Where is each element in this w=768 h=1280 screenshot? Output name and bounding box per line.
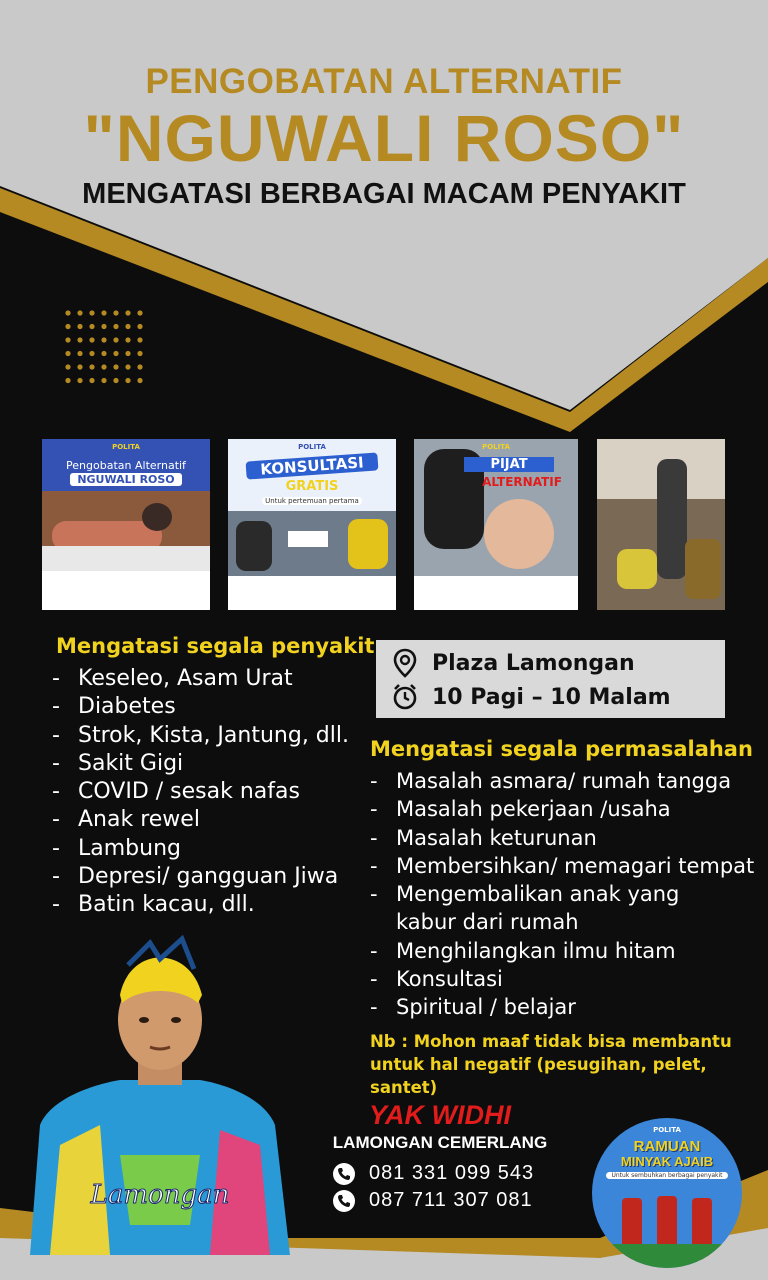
decoration-dot xyxy=(125,364,130,369)
right-section-title: Mengatasi segala permasalahan xyxy=(370,737,753,761)
product-line2: MINYAK AJAIB xyxy=(620,1154,714,1169)
decoration-dot xyxy=(65,337,70,342)
photo-caption: Untuk pertemuan pertama xyxy=(262,497,362,505)
decoration-dot xyxy=(101,310,106,315)
list-item: - Depresi/ gangguan Jiwa xyxy=(52,864,339,890)
decoration-dot xyxy=(101,364,106,369)
decoration-dot xyxy=(89,351,94,356)
phone-number-2[interactable] xyxy=(333,1189,533,1212)
product-line1: RAMUAN xyxy=(633,1138,701,1155)
decoration-dot xyxy=(77,364,82,369)
note-line1: Nb : Mohon maaf tidak bisa membantu xyxy=(370,1032,732,1051)
list-item: - Keseleo, Asam Urat xyxy=(52,666,293,691)
decoration-dot xyxy=(89,324,94,329)
decoration-dot xyxy=(113,351,118,356)
decoration-dot xyxy=(125,351,130,356)
photo-brand: POLITA xyxy=(298,443,326,451)
decoration-dot xyxy=(65,324,70,329)
decoration-dot xyxy=(89,378,94,383)
decoration-dot xyxy=(101,324,106,329)
shirt-text: Lamongan xyxy=(90,1180,230,1210)
list-item: - Masalah pekerjaan /usaha xyxy=(370,797,671,822)
list-item: - Masalah asmara/ rumah tangga xyxy=(370,769,732,793)
photo-subtitle: GRATIS xyxy=(285,479,339,494)
decoration-dot xyxy=(137,324,142,329)
phone-icon xyxy=(333,1190,355,1212)
decoration-dot xyxy=(89,337,94,342)
decoration-dot xyxy=(137,378,142,383)
phone-number-1-text: 081 331 099 543 xyxy=(369,1162,535,1184)
phone-number-1[interactable] xyxy=(333,1162,534,1185)
decoration-dot xyxy=(113,378,118,383)
decoration-dot xyxy=(65,351,70,356)
phone-icon xyxy=(333,1163,355,1185)
location-place: Plaza Lamongan xyxy=(432,650,635,676)
decoration-dot xyxy=(77,378,82,383)
product-brand: POLITA xyxy=(653,1126,681,1134)
decoration-dot xyxy=(65,378,70,383)
decoration-dot xyxy=(77,310,82,315)
photo-brand: POLITA xyxy=(482,443,510,451)
photo-subtitle: ALTERNATIF xyxy=(482,475,562,489)
decoration-dot xyxy=(113,364,118,369)
decoration-dot xyxy=(125,324,130,329)
photo-brand: POLITA xyxy=(112,443,140,451)
decoration-dot xyxy=(101,337,106,342)
decoration-dot xyxy=(137,337,142,342)
list-item: - Strok, Kista, Jantung, dll. xyxy=(52,722,349,748)
decoration-dot xyxy=(113,310,118,315)
location-hours: 10 Pagi – 10 Malam xyxy=(432,684,671,710)
decoration-dot xyxy=(125,337,130,342)
decoration-dot xyxy=(125,310,130,315)
decoration-dot xyxy=(101,378,106,383)
decoration-dot xyxy=(77,337,82,342)
location-pin-icon xyxy=(392,648,418,678)
decoration-dot xyxy=(89,364,94,369)
header-line1: PENGOBATAN ALTERNATIF xyxy=(145,62,623,101)
decoration-dot xyxy=(77,324,82,329)
decoration-dot xyxy=(137,351,142,356)
list-item: kabur dari rumah xyxy=(396,910,579,935)
photo-subtitle: NGUWALI ROSO xyxy=(70,473,182,486)
decoration-dot xyxy=(77,351,82,356)
photo-treatment-session xyxy=(597,439,725,610)
decoration-dot xyxy=(65,310,70,315)
photo-pijat-alternatif xyxy=(414,439,578,610)
list-item: - Lambung xyxy=(52,835,181,861)
decoration-dot xyxy=(65,364,70,369)
contact-name: YAK WIDHI xyxy=(369,1100,511,1130)
person-photo xyxy=(10,925,310,1255)
problems-list xyxy=(370,767,754,1022)
decoration-dot xyxy=(113,324,118,329)
photo-pengobatan-alternatif xyxy=(42,439,210,610)
photo-konsultasi-gratis xyxy=(228,439,396,610)
photo-title: KONSULTASI xyxy=(246,452,379,479)
list-item: - Masalah keturunan xyxy=(370,825,597,850)
location-box xyxy=(376,640,725,718)
decoration-dot xyxy=(101,351,106,356)
list-item: - Batin kacau, dll. xyxy=(52,892,255,918)
photo-title: Pengobatan Alternatif xyxy=(66,459,186,472)
decoration-dot xyxy=(113,337,118,342)
product-badge xyxy=(592,1118,742,1268)
list-item: - Mengembalikan anak yang xyxy=(370,882,680,907)
decoration-dot xyxy=(137,364,142,369)
product-caption: Untuk sembuhkan berbagai penyakit xyxy=(606,1172,728,1179)
disclaimer-note xyxy=(370,1030,760,1099)
ailments-list xyxy=(52,665,349,920)
list-item: - Anak rewel xyxy=(52,807,200,833)
header-subtitle: MENGATASI BERBAGAI MACAM PENYAKIT xyxy=(82,178,686,210)
list-item: - Menghilangkan ilmu hitam xyxy=(370,938,676,963)
header-title: "NGUWALI ROSO" xyxy=(83,101,685,175)
note-line2: untuk hal negatif (pesugihan, pelet, santet) xyxy=(370,1055,707,1097)
decoration-dot xyxy=(89,310,94,315)
list-item: - Diabetes xyxy=(52,694,176,720)
contact-tagline: LAMONGAN CEMERLANG xyxy=(332,1133,548,1152)
left-section-title: Mengatasi segala penyakit xyxy=(56,634,375,658)
list-item: - Membersihkan/ memagari tempat xyxy=(370,853,755,878)
decoration-dot xyxy=(125,378,130,383)
photo-title: PIJAT xyxy=(464,457,554,472)
alarm-clock-icon xyxy=(392,683,418,711)
list-item: - Spiritual / belajar xyxy=(370,995,576,1020)
decoration-dot xyxy=(137,310,142,315)
list-item: - Konsultasi xyxy=(370,967,503,992)
phone-number-2-text: 087 711 307 081 xyxy=(369,1189,533,1211)
list-item: - Sakit Gigi xyxy=(52,750,184,776)
list-item: - COVID / sesak nafas xyxy=(52,779,300,805)
